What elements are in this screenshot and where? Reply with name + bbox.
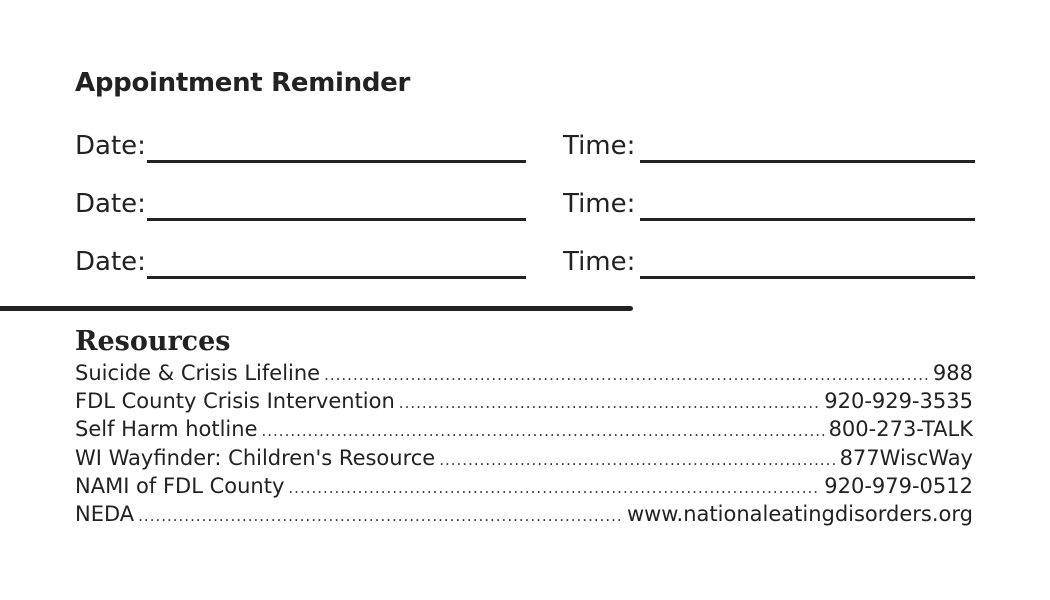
resource-contact: 920-979-0512 xyxy=(824,473,973,498)
dot-leader xyxy=(262,422,825,440)
resource-item xyxy=(75,389,973,417)
time-field xyxy=(563,127,975,167)
resource-list xyxy=(75,361,973,530)
resource-name: Suicide & Crisis Lifeline xyxy=(75,361,321,385)
time-field xyxy=(563,243,975,283)
resource-item xyxy=(75,361,973,389)
date-blank-line xyxy=(147,160,526,163)
resources-heading: Resources xyxy=(75,326,231,357)
resource-contact: 920-929-3535 xyxy=(824,389,973,414)
appointment-reminder-title: Appointment Reminder xyxy=(75,68,411,98)
dot-leader xyxy=(439,451,835,469)
resource-name: Self Harm hotline xyxy=(75,417,258,442)
dot-leader xyxy=(399,394,820,412)
date-blank-line xyxy=(147,276,526,279)
date-label: Date: xyxy=(75,131,146,161)
resource-item xyxy=(75,474,973,502)
time-label: Time: xyxy=(563,247,636,277)
dot-leader xyxy=(138,507,623,525)
time-blank-line xyxy=(640,218,975,221)
resource-contact: 877WiscWay xyxy=(839,445,973,470)
date-label: Date: xyxy=(75,189,146,219)
resource-name: NAMI of FDL County xyxy=(75,473,285,498)
date-field xyxy=(75,185,526,225)
time-field xyxy=(563,185,975,225)
date-blank-line xyxy=(147,218,526,221)
resource-item xyxy=(75,502,973,530)
dot-leader xyxy=(324,366,929,384)
appointment-row xyxy=(75,127,975,167)
date-field xyxy=(75,243,526,283)
appointment-row xyxy=(75,185,975,225)
resource-name: NEDA xyxy=(75,501,135,526)
time-label: Time: xyxy=(563,189,636,219)
date-label: Date: xyxy=(75,247,146,277)
time-label: Time: xyxy=(563,131,636,161)
time-blank-line xyxy=(640,276,975,279)
dot-leader xyxy=(288,479,820,497)
appointment-row xyxy=(75,243,975,283)
resource-name: FDL County Crisis Intervention xyxy=(75,389,395,414)
resource-item xyxy=(75,446,973,474)
section-divider xyxy=(0,306,633,311)
resource-contact: 800-273-TALK xyxy=(828,417,973,442)
time-blank-line xyxy=(640,160,975,163)
date-field xyxy=(75,127,526,167)
resource-name: WI Wayfinder: Children's Resource xyxy=(75,445,436,470)
resource-item xyxy=(75,417,973,445)
resource-contact: 988 xyxy=(932,361,973,385)
resource-website: www.nationaleatingdisorders.org xyxy=(626,501,973,526)
